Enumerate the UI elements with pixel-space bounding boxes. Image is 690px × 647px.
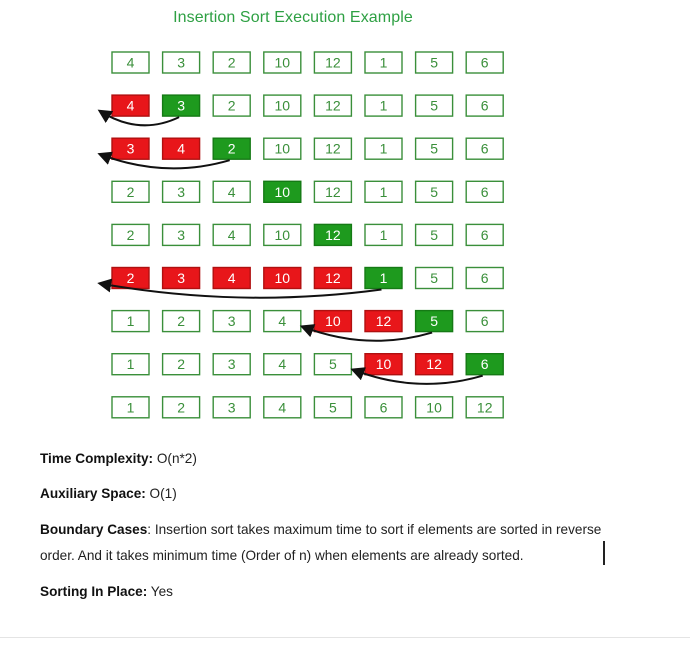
cell-value: 6 xyxy=(480,97,489,114)
array-cell-red xyxy=(163,138,200,159)
array-row xyxy=(112,268,503,289)
cell-value: 2 xyxy=(177,399,185,416)
array-cell-plain xyxy=(163,224,200,245)
array-cell-red xyxy=(314,268,351,289)
array-cell-plain xyxy=(213,354,250,375)
cell-value: 1 xyxy=(379,226,388,243)
array-cell-plain xyxy=(365,224,402,245)
cell-value: 3 xyxy=(177,54,185,71)
cell-value: 4 xyxy=(227,270,236,286)
cell-value: 10 xyxy=(274,183,291,200)
array-cell-plain xyxy=(466,138,503,159)
array-cell-plain xyxy=(264,354,301,375)
cell-value: 2 xyxy=(126,270,135,286)
array-cell-plain xyxy=(213,311,250,332)
text-cursor xyxy=(603,541,605,565)
array-cell-plain xyxy=(466,95,503,116)
cell-value: 6 xyxy=(480,313,489,330)
array-cell-plain xyxy=(416,397,453,418)
array-cell-plain xyxy=(365,181,402,202)
array-row xyxy=(112,224,503,245)
cell-value: 2 xyxy=(227,54,236,71)
cell-value: 2 xyxy=(177,313,185,330)
cell-value: 5 xyxy=(430,183,438,200)
array-cell-plain xyxy=(466,311,503,332)
array-cell-plain xyxy=(213,397,250,418)
cell-value: 3 xyxy=(177,270,185,286)
array-cell-red xyxy=(112,138,149,159)
cell-value: 3 xyxy=(177,183,185,200)
cell-value: 1 xyxy=(379,183,388,200)
array-cell-plain xyxy=(416,138,453,159)
array-cell-plain xyxy=(466,397,503,418)
bottom-divider xyxy=(0,637,690,638)
cell-value: 12 xyxy=(325,183,341,200)
array-cell-plain xyxy=(314,181,351,202)
array-cell-plain xyxy=(314,397,351,418)
array-cell-plain xyxy=(314,52,351,73)
cell-value: 12 xyxy=(426,356,442,373)
sorting-in-place-line xyxy=(40,580,610,604)
array-cell-plain xyxy=(365,95,402,116)
array-cell-red xyxy=(112,95,149,116)
time-complexity-label: Time Complexity: xyxy=(40,451,154,466)
array-cell-plain xyxy=(314,138,351,159)
cell-value: 6 xyxy=(480,54,489,71)
cell-value: 3 xyxy=(126,140,135,157)
array-cell-plain xyxy=(416,224,453,245)
cell-value: 2 xyxy=(177,356,185,373)
array-cell-plain xyxy=(112,397,149,418)
array-cell-plain xyxy=(163,311,200,332)
array-cell-plain xyxy=(163,354,200,375)
cell-value: 4 xyxy=(278,399,287,416)
cell-value: 6 xyxy=(480,356,489,373)
array-cell-plain xyxy=(163,181,200,202)
array-cell-plain xyxy=(466,224,503,245)
array-cell-red xyxy=(163,268,200,289)
array-cell-red xyxy=(416,354,453,375)
sorting-in-place-label: Sorting In Place: xyxy=(40,584,148,599)
info-section xyxy=(40,447,610,615)
array-cell-plain xyxy=(163,397,200,418)
array-cell-plain xyxy=(416,95,453,116)
cell-value: 12 xyxy=(375,313,392,330)
array-row xyxy=(112,181,503,202)
cell-value: 5 xyxy=(430,313,438,330)
cell-value: 1 xyxy=(379,54,388,71)
array-cell-green xyxy=(163,95,200,116)
array-cell-plain xyxy=(163,52,200,73)
array-cell-red xyxy=(264,268,301,289)
array-cell-green xyxy=(416,311,453,332)
array-cell-plain xyxy=(112,224,149,245)
array-cell-plain xyxy=(213,224,250,245)
cell-value: 5 xyxy=(430,226,438,243)
cell-value: 12 xyxy=(325,270,341,286)
auxiliary-space-line xyxy=(40,482,610,506)
cell-value: 10 xyxy=(274,270,291,286)
cell-value: 10 xyxy=(325,313,341,330)
cell-value: 1 xyxy=(379,97,388,114)
array-cell-red xyxy=(314,311,351,332)
array-cell-red xyxy=(112,268,149,289)
cell-value: 4 xyxy=(126,97,135,114)
cell-value: 6 xyxy=(480,183,489,200)
array-cell-plain xyxy=(112,52,149,73)
cell-value: 4 xyxy=(177,140,185,157)
array-cell-red xyxy=(213,268,250,289)
cell-value: 1 xyxy=(126,313,135,330)
cell-value: 5 xyxy=(430,140,438,157)
cell-value: 12 xyxy=(476,399,493,416)
cell-value: 4 xyxy=(227,226,236,243)
cell-value: 4 xyxy=(227,183,236,200)
auxiliary-space-value: O(1) xyxy=(145,486,177,501)
cell-value: 10 xyxy=(274,226,291,243)
array-cell-red xyxy=(365,354,402,375)
array-cell-plain xyxy=(416,181,453,202)
array-cell-green xyxy=(466,354,503,375)
array-cell-green xyxy=(365,268,402,289)
array-cell-plain xyxy=(112,354,149,375)
array-row xyxy=(112,354,503,375)
array-cell-plain xyxy=(112,181,149,202)
array-cell-plain xyxy=(213,95,250,116)
array-cell-plain xyxy=(314,95,351,116)
cell-value: 2 xyxy=(227,140,236,157)
cell-value: 1 xyxy=(126,399,135,416)
array-cell-plain xyxy=(264,138,301,159)
boundary-cases-label: Boundary Cases xyxy=(40,522,148,537)
array-cell-plain xyxy=(213,52,250,73)
cell-value: 5 xyxy=(430,54,438,71)
cell-value: 5 xyxy=(329,356,337,373)
cell-value: 10 xyxy=(274,97,291,114)
cell-value: 6 xyxy=(379,399,388,416)
cell-value: 2 xyxy=(126,226,135,243)
cell-value: 6 xyxy=(480,226,489,243)
array-row xyxy=(112,95,503,116)
cell-value: 3 xyxy=(227,399,236,416)
cell-value: 10 xyxy=(375,356,392,373)
cell-value: 2 xyxy=(227,97,236,114)
array-cell-plain xyxy=(466,52,503,73)
array-cell-green xyxy=(264,181,301,202)
array-row xyxy=(112,52,503,73)
cell-value: 5 xyxy=(329,399,337,416)
cell-value: 1 xyxy=(379,140,388,157)
auxiliary-space-label: Auxiliary Space: xyxy=(40,486,146,501)
array-cell-plain xyxy=(416,52,453,73)
cell-value: 5 xyxy=(430,270,438,286)
sorting-in-place-value: Yes xyxy=(147,584,173,599)
cell-value: 3 xyxy=(227,313,236,330)
array-cell-plain xyxy=(365,52,402,73)
array-cell-plain xyxy=(466,268,503,289)
time-complexity-line xyxy=(40,447,610,471)
array-cell-green xyxy=(213,138,250,159)
cell-value: 6 xyxy=(480,270,489,286)
boundary-cases-value: : Insertion sort takes maximum time to sort if elements are sorted in reverse order. And it takes minimum time (Order of n) when elements are already sorted. xyxy=(40,522,602,563)
cell-value: 1 xyxy=(379,270,388,286)
cell-value: 5 xyxy=(430,97,438,114)
array-cell-plain xyxy=(264,311,301,332)
array-row xyxy=(112,397,503,418)
array-cell-plain xyxy=(466,181,503,202)
cell-value: 3 xyxy=(227,356,236,373)
cell-value: 4 xyxy=(278,313,287,330)
cell-value: 12 xyxy=(325,54,341,71)
array-cell-plain xyxy=(264,52,301,73)
cell-value: 12 xyxy=(325,226,341,243)
cell-value: 4 xyxy=(126,54,135,71)
cell-value: 10 xyxy=(274,140,291,157)
diagram-title: Insertion Sort Execution Example xyxy=(173,9,413,26)
array-row xyxy=(112,138,503,159)
cell-value: 2 xyxy=(126,183,135,200)
array-cell-plain xyxy=(264,95,301,116)
cell-value: 3 xyxy=(177,97,185,114)
cell-value: 1 xyxy=(126,356,135,373)
boundary-cases-line xyxy=(40,517,610,569)
array-cell-plain xyxy=(112,311,149,332)
cell-value: 12 xyxy=(325,97,341,114)
array-cell-plain xyxy=(416,268,453,289)
cell-value: 6 xyxy=(480,140,489,157)
cell-value: 4 xyxy=(278,356,287,373)
array-cell-plain xyxy=(314,354,351,375)
cell-value: 3 xyxy=(177,226,185,243)
cell-value: 10 xyxy=(426,399,442,416)
array-cell-plain xyxy=(264,397,301,418)
array-cell-plain xyxy=(365,397,402,418)
cell-value: 10 xyxy=(274,54,291,71)
array-cell-green xyxy=(314,224,351,245)
time-complexity-value: O(n*2) xyxy=(153,451,197,466)
cell-value: 12 xyxy=(325,140,341,157)
array-cell-plain xyxy=(264,224,301,245)
array-cell-plain xyxy=(213,181,250,202)
array-cell-red xyxy=(365,311,402,332)
array-cell-plain xyxy=(365,138,402,159)
